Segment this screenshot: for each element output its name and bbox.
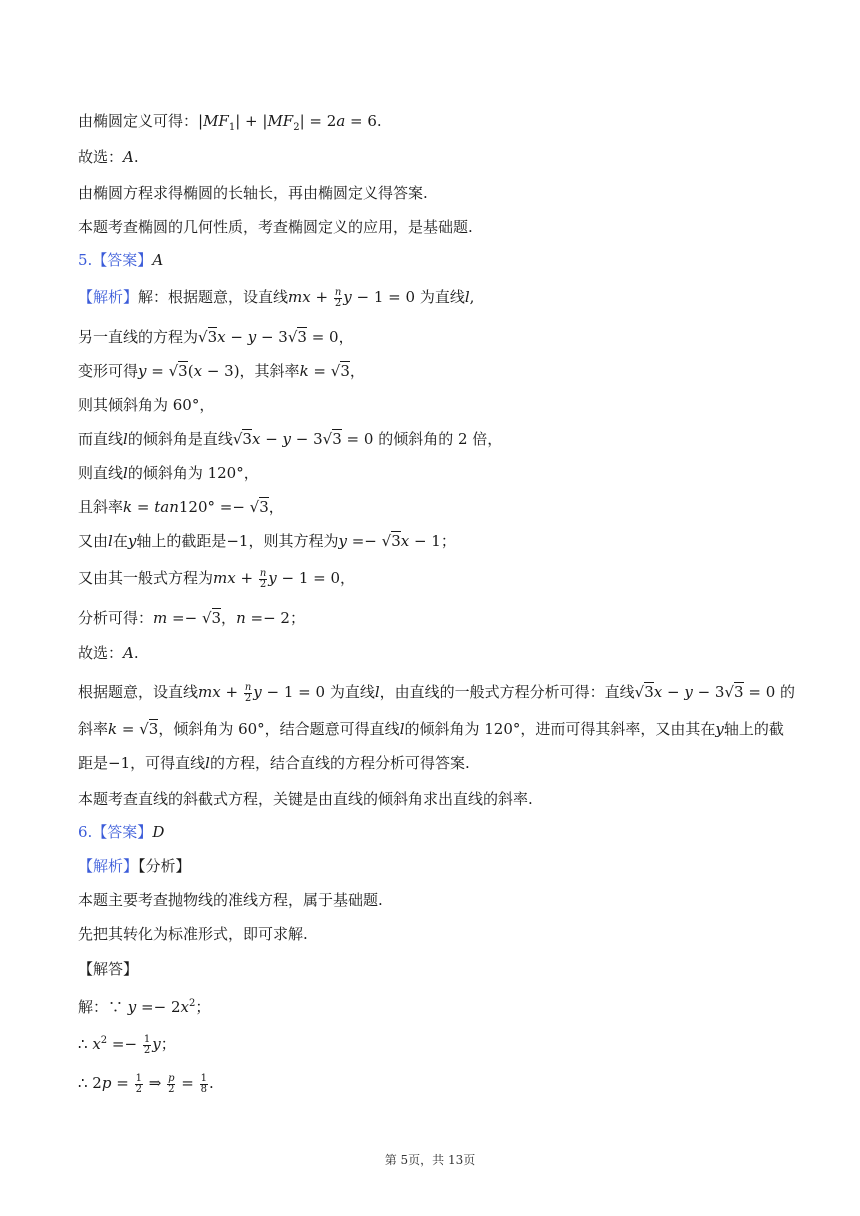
answer-label: 6.【答案】 [78,823,153,841]
page-footer: 第 5页，共 13页 [384,1153,476,1167]
text-line: 又由l在y轴上的截距是−1，则其方程为y =− √3x − 1； [78,532,456,550]
text-line: 故选：A. [78,644,139,662]
text-line: 由椭圆方程求得椭圆的长轴长，再由椭圆定义得答案. [78,184,428,202]
answer-heading-q5 [78,250,782,270]
text-line: 由椭圆定义可得：$|MF_1| + |MF_2| = 2a = 6$. [78,112,382,133]
text-line: 另一直线的方程为√3x − y − 3√3 = 0， [78,328,354,346]
text-line: 斜率k = √3，倾斜角为 60°，结合题意可得直线l的倾斜角为 120°，进而可得其斜率，又由其在y轴上的截 [78,720,784,738]
text-line: 又由其一般式方程为mx + $\frac{n}{2}$ y − 1 = 0， [78,567,356,590]
text-line: 【解答】 [78,960,139,978]
text-line: 则其倾斜角为 60°， [78,396,215,414]
text-line: 距是−1，可得直线l的方程，结合直线的方程分析可得答案. [78,754,470,772]
text-line: 本题考查椭圆的几何性质，考查椭圆定义的应用，是基础题. [78,218,473,236]
text-line: 而直线l的倾斜角是直线√3x − y − 3√3 = 0 的倾斜角的 2 倍， [78,430,503,448]
text-line: ∴ 2p = $\frac{1}{2}$ ⇒ $\frac{p}{2}$ = $\frac{1}{8}$ . [78,1072,214,1095]
text-line: 且斜率k = tan120° =− √3， [78,498,284,516]
text-line: 【解析】解：根据题意，设直线mx + $\frac{n}{2}$ y − 1 = 0 为直线l, [78,286,475,309]
analysis-label: 【解析】 [78,288,139,306]
text-line: 根据题意，设直线mx + $\frac{n}{2}$ y − 1 = 0 为直线l，由直线的一般式方程分析可得：直线√3x − y − 3√3 = 0 的 [78,681,796,704]
text-line: 分析可得：m =− √3，n =− 2； [78,609,305,627]
answer-value: D [152,823,165,841]
analysis-label: 【解析】 [78,857,139,875]
text-line: 变形可得y = √3(x − 3)，其斜率k = √3， [78,362,365,380]
text-line: 解：∵ $y =- 2x^2$； [78,998,211,1016]
answer-heading-q6 [78,822,782,842]
text-line: 【解析】【分析】 [78,857,191,875]
text-line: 则直线l的倾斜角为 120°， [78,464,259,482]
text-line: 本题主要考查抛物线的准线方程，属于基础题. [78,891,383,909]
text-line: 本题考查直线的斜截式方程，关键是由直线的倾斜角求出直线的斜率. [78,790,533,808]
answer-value: A [152,251,164,269]
text-line: 故选：A. [78,148,139,166]
answer-label: 5.【答案】 [78,251,153,269]
text-line: ∴ $x^2$ =− $\frac{1}{2}$ y； [78,1033,176,1056]
text-line: 先把其转化为标准形式，即可求解. [78,925,308,943]
